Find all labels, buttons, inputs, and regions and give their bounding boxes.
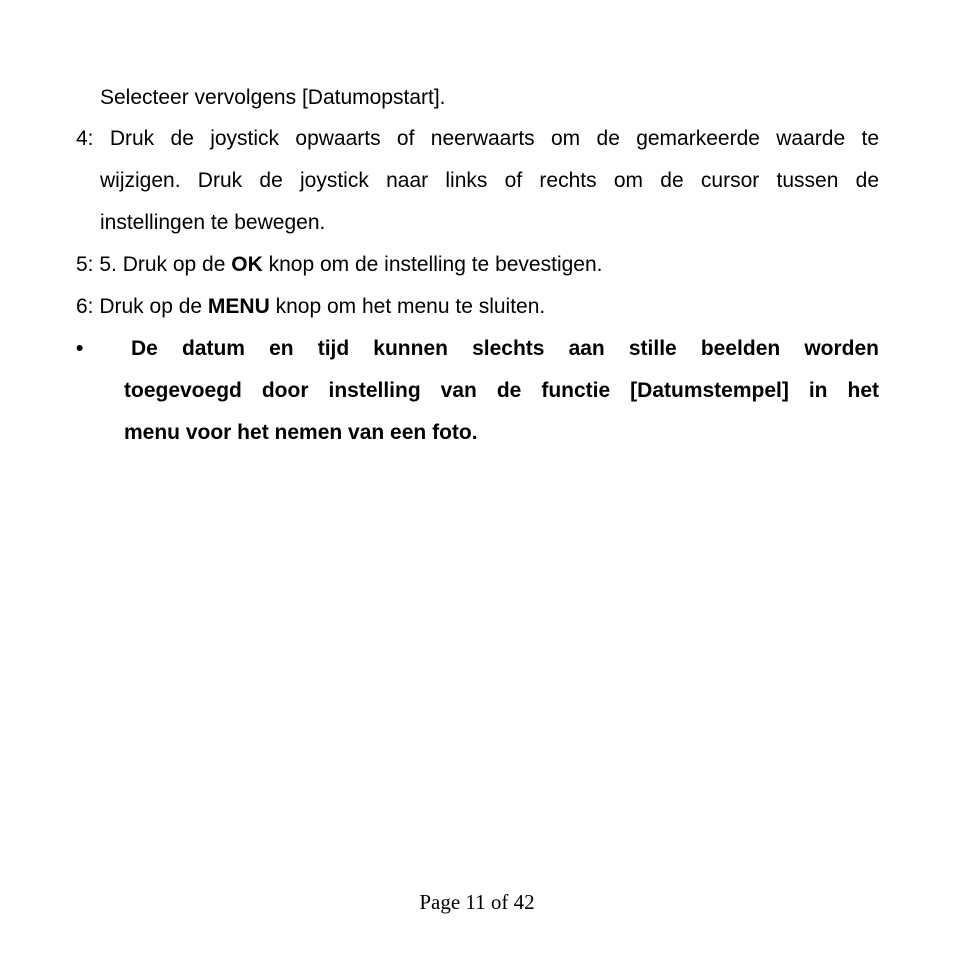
step6-suffix: knop om het menu te sluiten. <box>269 295 546 318</box>
page-number: Page 11 of 42 <box>419 890 535 914</box>
note-line1: De datum en tijd kunnen slechts aan stille beelden worden <box>131 337 879 360</box>
step5 <box>76 252 602 278</box>
note-bullet: • <box>76 337 84 360</box>
note-line2: toegevoegd door instelling van de functie [Datumstempel] in het <box>124 379 879 402</box>
menu-keyword: MENU <box>207 295 270 318</box>
ok-keyword: OK <box>231 253 263 276</box>
step4-line1: 4: Druk de joystick opwaarts of neerwaarts om de gemarkeerde waarde te <box>76 127 879 150</box>
step5-prefix: 5: 5. Druk op de <box>76 253 232 276</box>
step4-line2: wijzigen. Druk de joystick naar links of rechts om de cursor tussen de <box>100 169 879 192</box>
note-line3: menu voor het nemen van een foto. <box>124 421 478 444</box>
step4-line3: instellingen te bewegen. <box>100 211 326 234</box>
step3-continuation: Selecteer vervolgens [Datumopstart]. <box>100 86 446 109</box>
step6 <box>76 294 545 320</box>
step6-prefix: 6: Druk op de <box>76 295 208 318</box>
step5-suffix: knop om de instelling te bevestigen. <box>262 253 603 276</box>
